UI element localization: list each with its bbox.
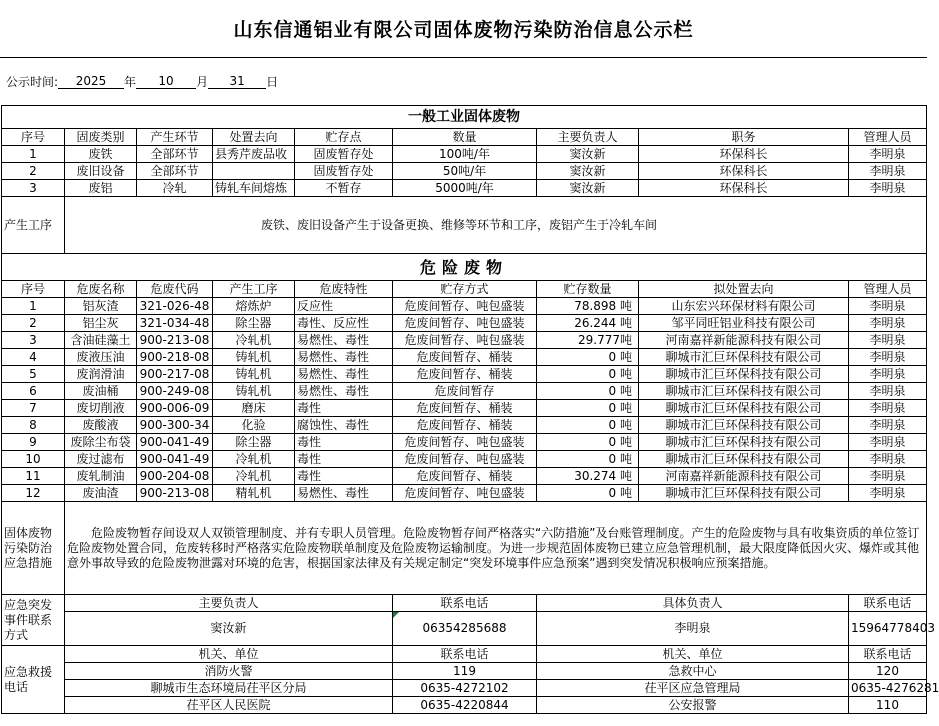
publish-year: 2025 <box>58 74 124 89</box>
hazard-cell: 30.274 吨 <box>537 468 639 485</box>
general-cell: 窦汝新 <box>537 163 639 180</box>
rescue-cell: 聊城市生态环境局茌平区分局 <box>65 680 393 697</box>
publish-date <box>0 58 927 105</box>
publish-month-unit: 月 <box>196 75 209 89</box>
hazard-cell: 聊城市汇巨环保科技有限公司 <box>639 400 849 417</box>
hazard-cell: 磨床 <box>213 400 295 417</box>
hazard-cell: 李明泉 <box>849 400 927 417</box>
hazard-cell: 废油桶 <box>65 383 137 400</box>
hazard-header-cell: 贮存方式 <box>393 281 537 298</box>
hazard-cell: 聊城市汇巨环保科技有限公司 <box>639 366 849 383</box>
hazard-cell: 李明泉 <box>849 468 927 485</box>
rescue-cell: 120 <box>849 663 927 680</box>
hazard-cell: 易燃性、毒性 <box>295 332 393 349</box>
hazard-cell: 聊城市汇巨环保科技有限公司 <box>639 349 849 366</box>
rescue-header-unit1: 机关、单位 <box>65 646 393 663</box>
hazard-cell: 900-041-49 <box>137 451 213 468</box>
rescue-cell: 119 <box>393 663 537 680</box>
rescue-cell: 茌平区应急管理局 <box>537 680 849 697</box>
general-cell: 50吨/年 <box>393 163 537 180</box>
hazard-cell: 李明泉 <box>849 332 927 349</box>
rescue-header-phone1: 联系电话 <box>393 646 537 663</box>
rescue-header-phone2: 联系电话 <box>849 646 927 663</box>
hazard-cell: 除尘器 <box>213 434 295 451</box>
hazard-row <box>2 468 927 485</box>
hazard-cell: 铸轧机 <box>213 383 295 400</box>
hazard-cell: 0 吨 <box>537 434 639 451</box>
hazard-cell: 危废间暂存、吨包盛装 <box>393 434 537 451</box>
hazard-cell: 废酸液 <box>65 417 137 434</box>
general-cell: 100吨/年 <box>393 146 537 163</box>
hazard-cell: 900-213-08 <box>137 485 213 502</box>
hazard-cell: 0 吨 <box>537 417 639 434</box>
general-waste-title: 一般工业固体废物 <box>2 106 927 129</box>
hazard-cell: 危废间暂存、吨包盛装 <box>393 485 537 502</box>
general-header-cell: 固废类别 <box>65 129 137 146</box>
hazard-cell: 2 <box>2 315 65 332</box>
hazard-cell: 危废间暂存、桶装 <box>393 468 537 485</box>
hazard-cell: 29.777吨 <box>537 332 639 349</box>
hazard-row <box>2 417 927 434</box>
hazard-cell: 5 <box>2 366 65 383</box>
general-cell: 废铁 <box>65 146 137 163</box>
hazard-cell: 聊城市汇巨环保科技有限公司 <box>639 451 849 468</box>
hazard-cell: 危废间暂存 <box>393 383 537 400</box>
emergency-header-chief: 主要负责人 <box>65 595 393 612</box>
hazard-cell: 化验 <box>213 417 295 434</box>
general-cell: 1 <box>2 146 65 163</box>
hazard-cell: 9 <box>2 434 65 451</box>
general-cell: 铸轧车间熔炼 <box>213 180 295 197</box>
hazard-row <box>2 383 927 400</box>
general-header-cell: 处置去向 <box>213 129 295 146</box>
hazard-cell: 李明泉 <box>849 434 927 451</box>
measures-text: 危险废物暂存间设双人双锁管理制度、并有专职人员管理。危险废物暂存间严格落实“六防措施”及台账管理制度。产生的危险废物与具有收集资质的单位签订危险废物处置合同，危废转移时严格落实危险废物联单制度及危险废物运输制度。为进一步规范固体废物已建立应急管理机制，最大限度降低因火灾、爆炸或其他意外事故导致的危险废物泄露对环境的危害，根据国家法律及有关规定制定“突发环境事件应急预案”遇到突发情况积极响应预案措施。 <box>65 502 927 595</box>
hazard-cell: 毒性 <box>295 468 393 485</box>
emergency-specific-phone: 15964778403 <box>849 612 927 646</box>
hazard-header-cell: 危废特性 <box>295 281 393 298</box>
hazard-cell: 易燃性、毒性 <box>295 485 393 502</box>
rescue-cell: 0635-4220844 <box>393 697 537 714</box>
publish-year-unit: 年 <box>124 75 137 89</box>
hazard-cell: 铝灰渣 <box>65 298 137 315</box>
hazard-cell: 废过滤布 <box>65 451 137 468</box>
general-cell: 2 <box>2 163 65 180</box>
hazard-cell: 冷轧机 <box>213 468 295 485</box>
general-cell: 李明泉 <box>849 146 927 163</box>
hazard-cell: 李明泉 <box>849 451 927 468</box>
hazard-cell: 10 <box>2 451 65 468</box>
measures-label: 固体废物污染防治应急措施 <box>2 502 65 595</box>
hazard-cell: 熔炼炉 <box>213 298 295 315</box>
rescue-label: 应急救援电话 <box>2 646 65 714</box>
rescue-row <box>2 680 927 697</box>
hazard-cell: 危废间暂存、吨包盛装 <box>393 315 537 332</box>
general-cell: 环保科长 <box>639 146 849 163</box>
rescue-header-unit2: 机关、单位 <box>537 646 849 663</box>
hazard-cell: 铸轧机 <box>213 349 295 366</box>
hazard-cell: 精轧机 <box>213 485 295 502</box>
hazard-row <box>2 485 927 502</box>
hazard-cell: 26.244 吨 <box>537 315 639 332</box>
hazard-cell: 李明泉 <box>849 349 927 366</box>
hazard-cell: 0 吨 <box>537 349 639 366</box>
hazard-cell: 易燃性、毒性 <box>295 349 393 366</box>
publish-day-unit: 日 <box>266 75 279 89</box>
hazard-cell: 铸轧机 <box>213 366 295 383</box>
hazard-cell: 0 吨 <box>537 383 639 400</box>
hazard-cell: 1 <box>2 298 65 315</box>
hazard-cell: 900-006-09 <box>137 400 213 417</box>
general-cell: 废铝 <box>65 180 137 197</box>
general-cell: 李明泉 <box>849 180 927 197</box>
hazard-cell: 900-217-08 <box>137 366 213 383</box>
general-row <box>2 180 927 197</box>
hazard-header-cell: 拟处置去向 <box>639 281 849 298</box>
hazard-header-cell: 危废名称 <box>65 281 137 298</box>
rescue-row <box>2 663 927 680</box>
hazard-cell: 6 <box>2 383 65 400</box>
hazardous-waste-title: 危险废物 <box>2 254 927 281</box>
hazard-row <box>2 298 927 315</box>
hazard-cell: 冷轧机 <box>213 451 295 468</box>
hazard-row <box>2 349 927 366</box>
hazard-cell: 易燃性、毒性 <box>295 383 393 400</box>
emergency-contact-label: 应急突发事件联系方式 <box>2 595 65 646</box>
hazard-cell: 废除尘布袋 <box>65 434 137 451</box>
process-label: 产生工序 <box>2 197 65 254</box>
hazard-cell: 废液压油 <box>65 349 137 366</box>
general-cell: 固废暂存处 <box>295 163 393 180</box>
rescue-cell: 公安报警 <box>537 697 849 714</box>
general-cell: 环保科长 <box>639 180 849 197</box>
hazard-header-cell: 危废代码 <box>137 281 213 298</box>
general-header-cell: 职务 <box>639 129 849 146</box>
hazard-cell: 危废间暂存、桶装 <box>393 400 537 417</box>
hazard-cell: 321-026-48 <box>137 298 213 315</box>
hazard-cell: 易燃性、毒性 <box>295 366 393 383</box>
hazard-cell: 78.898 吨 <box>537 298 639 315</box>
hazard-cell: 危废间暂存、吨包盛装 <box>393 332 537 349</box>
hazard-cell: 邹平同旺铝业科技有限公司 <box>639 315 849 332</box>
info-table <box>1 105 939 714</box>
emergency-specific: 李明泉 <box>537 612 849 646</box>
hazard-cell: 李明泉 <box>849 366 927 383</box>
hazard-cell: 8 <box>2 417 65 434</box>
hazard-cell: 李明泉 <box>849 298 927 315</box>
hazard-cell: 11 <box>2 468 65 485</box>
hazard-cell: 900-218-08 <box>137 349 213 366</box>
emergency-header-phone1: 联系电话 <box>393 595 537 612</box>
hazard-cell: 腐蚀性、毒性 <box>295 417 393 434</box>
hazard-cell: 李明泉 <box>849 485 927 502</box>
hazard-cell: 废油渣 <box>65 485 137 502</box>
hazard-cell: 900-249-08 <box>137 383 213 400</box>
hazard-cell: 山东宏兴环保材料有限公司 <box>639 298 849 315</box>
hazard-cell: 毒性 <box>295 400 393 417</box>
general-cell: 李明泉 <box>849 163 927 180</box>
hazard-cell: 废润滑油 <box>65 366 137 383</box>
general-header-cell: 主要负责人 <box>537 129 639 146</box>
hazard-cell: 河南嘉祥新能源科技有限公司 <box>639 332 849 349</box>
hazard-row <box>2 400 927 417</box>
general-cell: 5000吨/年 <box>393 180 537 197</box>
hazard-cell: 聊城市汇巨环保科技有限公司 <box>639 417 849 434</box>
publish-label: 公示时间: <box>6 75 59 89</box>
general-cell: 全部环节 <box>137 163 213 180</box>
hazard-header-cell: 管理人员 <box>849 281 927 298</box>
hazard-cell: 毒性、反应性 <box>295 315 393 332</box>
hazard-cell: 危废间暂存、桶装 <box>393 349 537 366</box>
general-cell: 不暂存 <box>295 180 393 197</box>
general-cell: 冷轧 <box>137 180 213 197</box>
general-row <box>2 146 927 163</box>
general-header-cell: 数量 <box>393 129 537 146</box>
hazard-cell: 危废间暂存、桶装 <box>393 366 537 383</box>
general-cell: 环保科长 <box>639 163 849 180</box>
hazard-cell: 毒性 <box>295 451 393 468</box>
rescue-row <box>2 697 927 714</box>
hazard-row <box>2 451 927 468</box>
publish-month: 10 <box>136 74 196 89</box>
hazard-cell: 废轧制油 <box>65 468 137 485</box>
hazard-cell: 4 <box>2 349 65 366</box>
general-header-cell: 贮存点 <box>295 129 393 146</box>
general-row <box>2 163 927 180</box>
general-header-cell: 管理人员 <box>849 129 927 146</box>
general-cell <box>213 163 295 180</box>
emergency-header-specific: 具体负责人 <box>537 595 849 612</box>
hazard-cell: 900-204-08 <box>137 468 213 485</box>
hazard-cell: 0 吨 <box>537 451 639 468</box>
general-cell: 窦汝新 <box>537 180 639 197</box>
hazard-cell: 含油硅藻土 <box>65 332 137 349</box>
general-cell: 3 <box>2 180 65 197</box>
hazard-cell: 聊城市汇巨环保科技有限公司 <box>639 383 849 400</box>
hazard-cell: 900-041-49 <box>137 434 213 451</box>
hazard-cell: 聊城市汇巨环保科技有限公司 <box>639 434 849 451</box>
rescue-cell: 消防火警 <box>65 663 393 680</box>
hazard-cell: 废切削液 <box>65 400 137 417</box>
hazard-cell: 冷轧机 <box>213 332 295 349</box>
hazard-cell: 3 <box>2 332 65 349</box>
general-cell: 固废暂存处 <box>295 146 393 163</box>
hazard-cell: 7 <box>2 400 65 417</box>
hazard-cell: 321-034-48 <box>137 315 213 332</box>
hazard-cell: 900-300-34 <box>137 417 213 434</box>
hazard-cell: 0 吨 <box>537 366 639 383</box>
hazard-cell: 李明泉 <box>849 315 927 332</box>
hazard-cell: 危废间暂存、吨包盛装 <box>393 451 537 468</box>
hazard-cell: 河南嘉祥新能源科技有限公司 <box>639 468 849 485</box>
hazard-cell: 危废间暂存、桶装 <box>393 417 537 434</box>
general-cell: 窦汝新 <box>537 146 639 163</box>
emergency-chief: 窦汝新 <box>65 612 393 646</box>
general-cell: 县秀芹废品收 <box>213 146 295 163</box>
page-title: 山东信通铝业有限公司固体废物污染防治信息公示栏 <box>0 0 927 58</box>
general-header-cell: 序号 <box>2 129 65 146</box>
general-header-cell: 产生环节 <box>137 129 213 146</box>
rescue-cell: 0635-4272102 <box>393 680 537 697</box>
hazard-cell: 除尘器 <box>213 315 295 332</box>
rescue-cell: 0635-4276281 <box>849 680 927 697</box>
rescue-cell: 110 <box>849 697 927 714</box>
emergency-header-phone2: 联系电话 <box>849 595 927 612</box>
hazard-cell: 毒性 <box>295 434 393 451</box>
hazard-header-cell: 产生工序 <box>213 281 295 298</box>
hazard-cell: 0 吨 <box>537 400 639 417</box>
hazard-row <box>2 315 927 332</box>
rescue-cell: 茌平区人民医院 <box>65 697 393 714</box>
hazard-cell: 900-213-08 <box>137 332 213 349</box>
hazard-row <box>2 366 927 383</box>
rescue-cell: 急救中心 <box>537 663 849 680</box>
hazard-row <box>2 434 927 451</box>
publish-day: 31 <box>208 74 266 89</box>
hazard-cell: 反应性 <box>295 298 393 315</box>
hazard-cell: 危废间暂存、吨包盛装 <box>393 298 537 315</box>
hazard-cell: 聊城市汇巨环保科技有限公司 <box>639 485 849 502</box>
hazard-header-cell: 贮存数量 <box>537 281 639 298</box>
general-cell: 全部环节 <box>137 146 213 163</box>
hazard-cell: 0 吨 <box>537 485 639 502</box>
hazard-row <box>2 332 927 349</box>
hazard-cell: 李明泉 <box>849 417 927 434</box>
process-text: 废铁、废旧设备产生于设备更换、维修等环节和工序，废铝产生于冷轧车间 <box>65 197 927 254</box>
general-cell: 废旧设备 <box>65 163 137 180</box>
hazard-cell: 李明泉 <box>849 383 927 400</box>
hazard-cell: 铝尘灰 <box>65 315 137 332</box>
emergency-chief-phone: 06354285688 <box>393 612 537 646</box>
hazard-cell: 12 <box>2 485 65 502</box>
hazard-header-cell: 序号 <box>2 281 65 298</box>
